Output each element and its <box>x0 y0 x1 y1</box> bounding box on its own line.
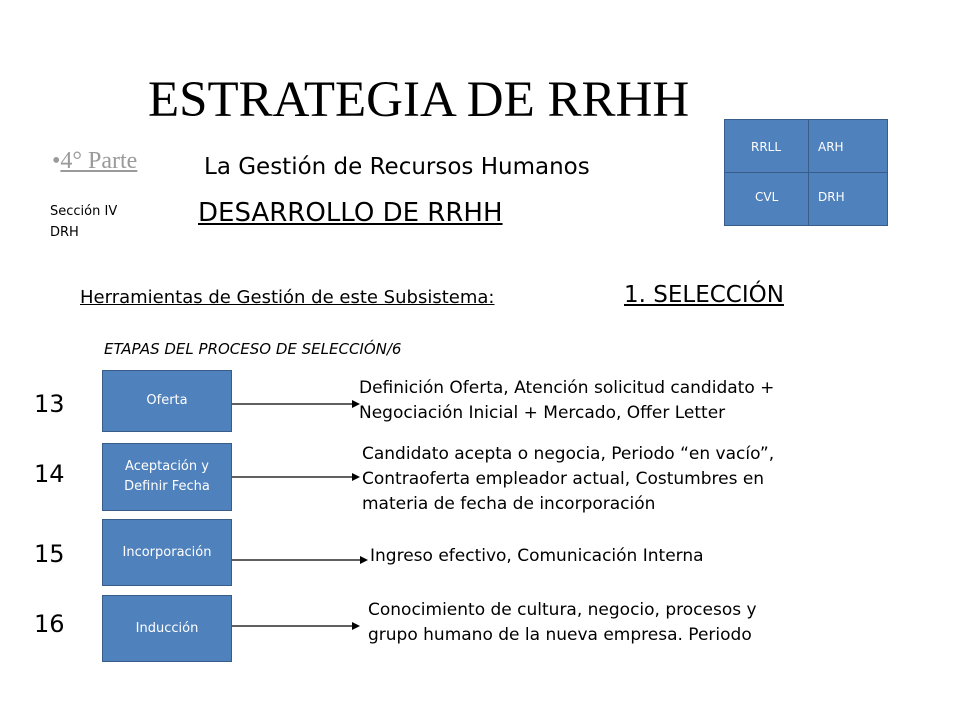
grid-divider-horizontal <box>725 172 887 173</box>
page-title: ESTRATEGIA DE RRHH <box>148 72 690 128</box>
description-line: Negociación Inicial + Mercado, Offer Letter <box>359 403 726 423</box>
description-line: Definición Oferta, Atención solicitud candidato + <box>359 378 775 398</box>
stage-number: 16 <box>34 610 65 638</box>
stage-box-label: Definir Fecha <box>124 479 210 494</box>
grid-cell-cvl: CVL <box>755 190 779 204</box>
stage-box-label: Aceptación y <box>125 459 209 474</box>
section-label <box>50 201 117 243</box>
stages-label: ETAPAS DEL PROCESO DE SELECCIÓN/6 <box>104 340 402 358</box>
part-link[interactable]: 4° Parte <box>60 148 138 174</box>
stage-box-label: Inducción <box>135 620 199 636</box>
part-label <box>52 148 137 175</box>
description-line: materia de fecha de incorporación <box>362 494 656 514</box>
description-line: grupo humano de la nueva empresa. Periodo <box>368 625 752 645</box>
stage-box-induccion <box>102 595 232 662</box>
stage-box-label: Oferta <box>146 393 188 408</box>
grid-cell-drh: DRH <box>818 190 845 204</box>
section-line-2: DRH <box>50 225 79 240</box>
stage-description <box>370 544 704 569</box>
stage-number: 13 <box>34 390 65 418</box>
description-line: Contraoferta empleador actual, Costumbres en <box>362 469 765 489</box>
stage-box-aceptacion <box>102 443 232 511</box>
description-line: Conocimiento de cultura, negocio, procesos y <box>368 600 757 620</box>
stage-description <box>368 598 757 648</box>
development-heading: DESARROLLO DE RRHH <box>198 198 503 228</box>
stage-description <box>362 442 774 517</box>
stage-box-incorporacion <box>102 519 232 586</box>
arrow-icon <box>232 554 368 566</box>
grid-cell-arh: ARH <box>818 140 844 154</box>
stage-number: 15 <box>34 540 65 568</box>
bullet: • <box>52 148 61 174</box>
subtitle: La Gestión de Recursos Humanos <box>204 154 590 180</box>
subsystem-grid <box>724 119 888 226</box>
description-line: Ingreso efectivo, Comunicación Interna <box>370 546 704 566</box>
stage-box-oferta <box>102 370 232 432</box>
stage-description <box>359 376 774 426</box>
arrow-icon <box>232 471 360 483</box>
section-line-1: Sección IV <box>50 204 118 219</box>
grid-cell-rrll: RRLL <box>751 140 782 154</box>
arrow-icon <box>232 620 360 632</box>
stage-number: 14 <box>34 460 65 488</box>
description-line: Candidato acepta o negocia, Periodo “en vacío”, <box>362 444 775 464</box>
stage-box-label: Incorporación <box>122 544 212 560</box>
selection-heading: 1. SELECCIÓN <box>624 282 784 308</box>
arrow-icon <box>232 398 360 410</box>
tools-label: Herramientas de Gestión de este Subsistema: <box>80 287 495 308</box>
